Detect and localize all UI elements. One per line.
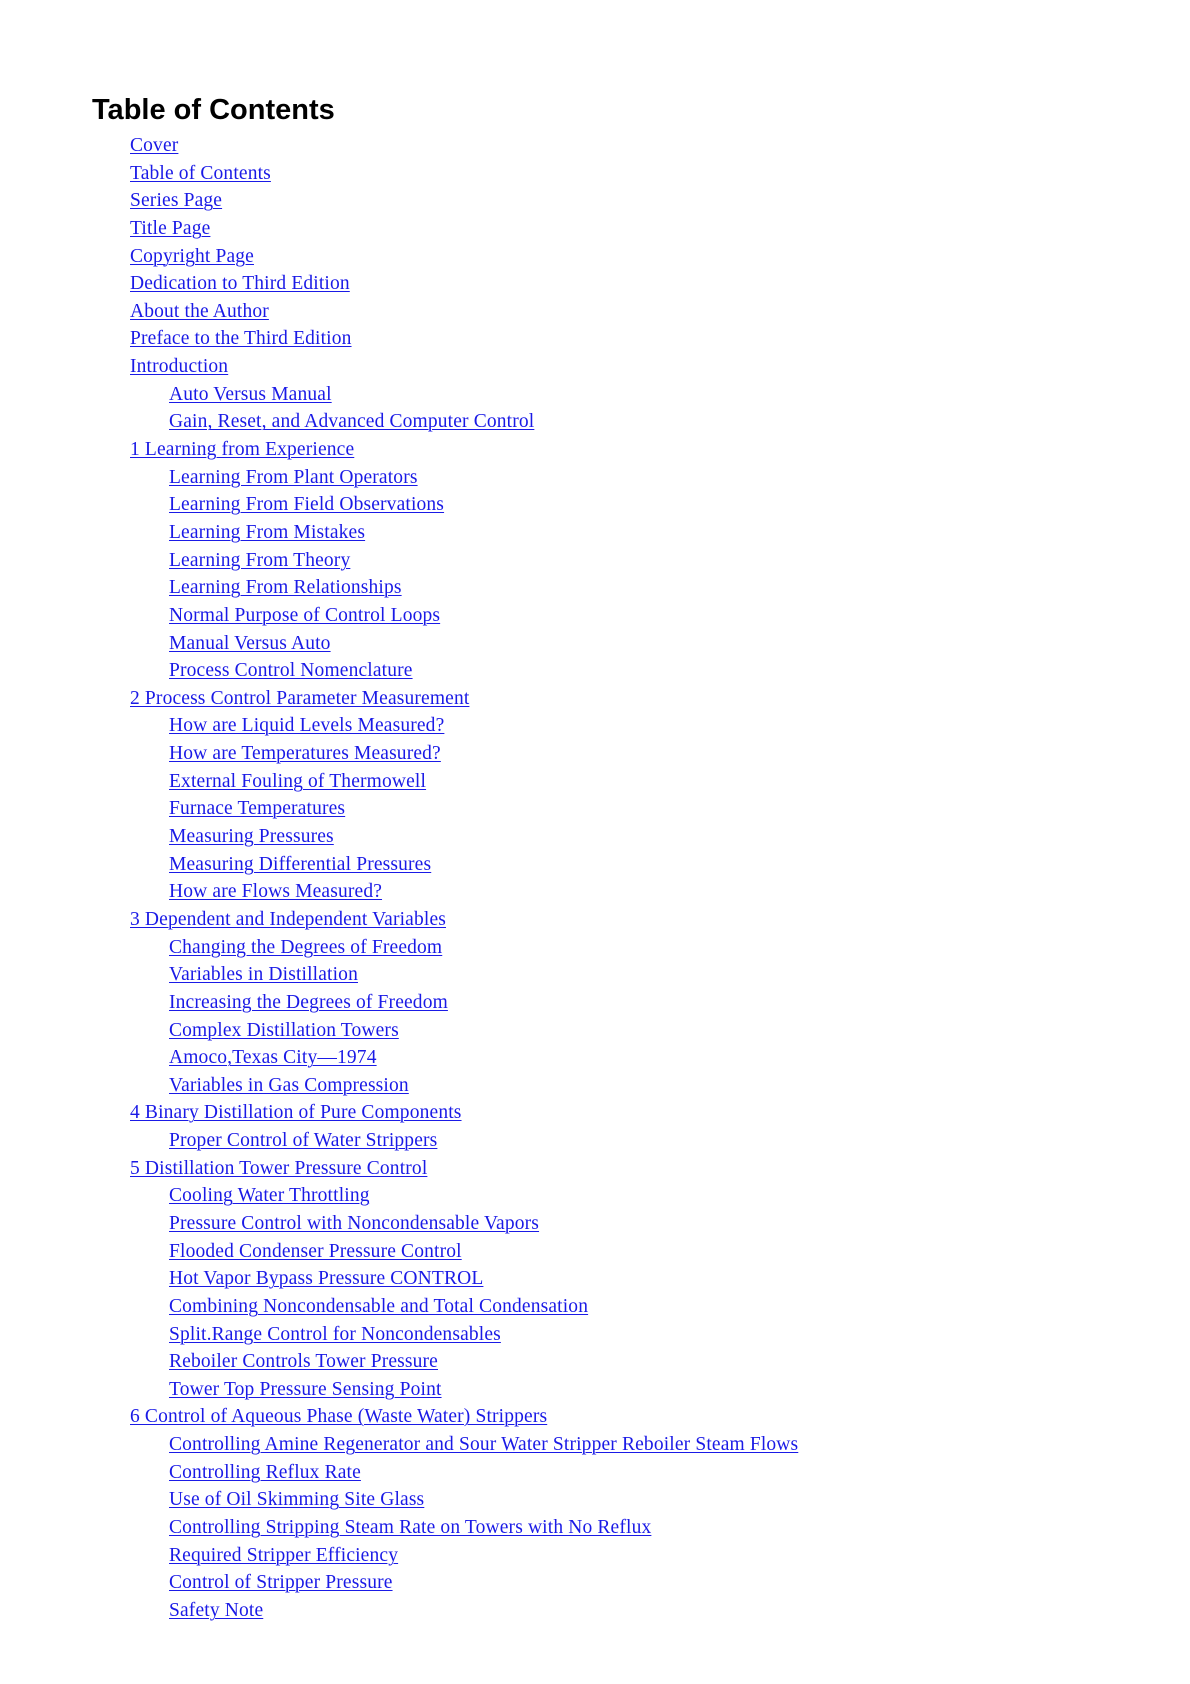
toc-section-item	[0, 1486, 798, 1514]
toc-chapter-item	[0, 436, 798, 464]
toc-section-item	[0, 1127, 798, 1155]
toc-section-link[interactable]: Amoco,Texas City—1974	[169, 1047, 377, 1069]
toc-chapter-link[interactable]: 2 Process Control Parameter Measurement	[130, 687, 470, 709]
toc-section-item	[0, 630, 798, 658]
toc-section-link[interactable]: Process Control Nomenclature	[169, 660, 413, 682]
toc-section-item	[0, 491, 798, 519]
toc-chapter-link[interactable]: Table of Contents	[130, 162, 271, 184]
toc-chapter-item	[0, 1155, 798, 1183]
toc-section-item	[0, 961, 798, 989]
toc-section-item	[0, 464, 798, 492]
toc-section-link[interactable]: Learning From Plant Operators	[169, 466, 418, 488]
toc-section-item	[0, 602, 798, 630]
toc-section-item	[0, 408, 798, 436]
toc-section-item	[0, 989, 798, 1017]
toc-section-item	[0, 934, 798, 962]
toc-chapter-link[interactable]: About the Author	[130, 300, 269, 322]
toc-chapter-item	[0, 685, 798, 713]
toc-section-link[interactable]: Controlling Reflux Rate	[169, 1461, 361, 1483]
toc-section-link[interactable]: Required Stripper Efficiency	[169, 1544, 399, 1566]
toc-chapter-link[interactable]: 1 Learning from Experience	[130, 439, 355, 461]
toc-section-item	[0, 381, 798, 409]
toc-chapter-item	[0, 160, 798, 188]
toc-section-item	[0, 1182, 798, 1210]
toc-chapter-item	[0, 298, 798, 326]
page-title: Table of Contents	[92, 94, 335, 126]
toc-section-item	[0, 851, 798, 879]
toc-section-link[interactable]: How are Liquid Levels Measured?	[169, 715, 445, 737]
toc-section-item	[0, 712, 798, 740]
toc-section-item	[0, 1569, 798, 1597]
toc-chapter-link[interactable]: 6 Control of Aqueous Phase (Waste Water) Strippers	[130, 1406, 548, 1428]
toc-section-link[interactable]: Safety Note	[169, 1599, 264, 1621]
toc-section-item	[0, 740, 798, 768]
toc-section-link[interactable]: Changing the Degrees of Freedom	[169, 936, 443, 958]
toc-section-link[interactable]: Increasing the Degrees of Freedom	[169, 991, 448, 1013]
toc-chapter-link[interactable]: Introduction	[130, 356, 229, 378]
toc-chapter-item	[0, 215, 798, 243]
toc-section-link[interactable]: Controlling Stripping Steam Rate on Towers with No Reflux	[169, 1517, 652, 1539]
toc-section-link[interactable]: Pressure Control with Noncondensable Vapors	[169, 1212, 540, 1234]
toc-list	[0, 132, 798, 1625]
toc-chapter-link[interactable]: 5 Distillation Tower Pressure Control	[130, 1157, 428, 1179]
toc-section-link[interactable]: Gain, Reset, and Advanced Computer Control	[169, 411, 535, 433]
toc-chapter-link[interactable]: 4 Binary Distillation of Pure Components	[130, 1102, 462, 1124]
toc-section-link[interactable]: Learning From Theory	[169, 549, 351, 571]
toc-chapter-link[interactable]: Title Page	[130, 217, 211, 239]
toc-section-link[interactable]: Learning From Relationships	[169, 577, 402, 599]
toc-section-link[interactable]: Learning From Field Observations	[169, 494, 445, 516]
toc-section-link[interactable]: External Fouling of Thermowell	[169, 770, 427, 792]
toc-section-link[interactable]: Variables in Gas Compression	[169, 1074, 409, 1096]
toc-section-item	[0, 1431, 798, 1459]
toc-section-item	[0, 878, 798, 906]
toc-section-link[interactable]: Manual Versus Auto	[169, 632, 331, 654]
toc-chapter-link[interactable]: Preface to the Third Edition	[130, 328, 352, 350]
toc-chapter-item	[0, 325, 798, 353]
toc-chapter-item	[0, 270, 798, 298]
toc-section-link[interactable]: Measuring Differential Pressures	[169, 853, 432, 875]
toc-chapter-item	[0, 1403, 798, 1431]
toc-section-item	[0, 574, 798, 602]
toc-section-item	[0, 1597, 798, 1625]
toc-chapter-link[interactable]: Cover	[130, 135, 179, 156]
toc-section-link[interactable]: Combining Noncondensable and Total Condensation	[169, 1295, 589, 1317]
toc-section-link[interactable]: Complex Distillation Towers	[169, 1019, 399, 1041]
toc-section-item	[0, 1348, 798, 1376]
toc-section-link[interactable]: How are Temperatures Measured?	[169, 743, 441, 765]
toc-section-item	[0, 547, 798, 575]
toc-section-link[interactable]: Flooded Condenser Pressure Control	[169, 1240, 462, 1262]
toc-section-item	[0, 1017, 798, 1045]
toc-chapter-link[interactable]: Dedication to Third Edition	[130, 273, 350, 295]
toc-section-link[interactable]: Furnace Temperatures	[169, 798, 346, 820]
toc-section-link[interactable]: Variables in Distillation	[169, 964, 358, 986]
toc-chapter-item	[0, 353, 798, 381]
toc-section-item	[0, 1210, 798, 1238]
toc-chapter-item	[0, 187, 798, 215]
toc-section-item	[0, 1293, 798, 1321]
toc-section-link[interactable]: Cooling Water Throttling	[169, 1185, 370, 1207]
toc-section-link[interactable]: Split.Range Control for Noncondensables	[169, 1323, 501, 1345]
toc-chapter-link[interactable]: Series Page	[130, 190, 223, 212]
toc-section-link[interactable]: Proper Control of Water Strippers	[169, 1130, 438, 1152]
toc-chapter-item	[0, 132, 798, 160]
toc-section-link[interactable]: Normal Purpose of Control Loops	[169, 604, 441, 626]
toc-section-item	[0, 1321, 798, 1349]
toc-section-link[interactable]: Learning From Mistakes	[169, 521, 366, 543]
toc-section-link[interactable]: Auto Versus Manual	[169, 383, 332, 405]
toc-section-link[interactable]: Reboiler Controls Tower Pressure	[169, 1351, 438, 1373]
toc-section-link[interactable]: Control of Stripper Pressure	[169, 1572, 393, 1594]
toc-chapter-item	[0, 1099, 798, 1127]
toc-section-item	[0, 519, 798, 547]
toc-section-link[interactable]: Hot Vapor Bypass Pressure CONTROL	[169, 1268, 484, 1290]
toc-section-item	[0, 823, 798, 851]
toc-chapter-link[interactable]: Copyright Page	[130, 245, 254, 267]
toc-section-item	[0, 795, 798, 823]
toc-chapter-item	[0, 906, 798, 934]
toc-section-link[interactable]: Measuring Pressures	[169, 826, 334, 848]
toc-section-link[interactable]: Tower Top Pressure Sensing Point	[169, 1378, 442, 1400]
toc-section-item	[0, 1459, 798, 1487]
toc-section-link[interactable]: How are Flows Measured?	[169, 881, 383, 903]
toc-section-item	[0, 768, 798, 796]
toc-section-item	[0, 1238, 798, 1266]
toc-section-item	[0, 1072, 798, 1100]
toc-section-item	[0, 1044, 798, 1072]
toc-section-link[interactable]: Controlling Amine Regenerator and Sour Water Stripper Reboiler Steam Flows	[169, 1434, 799, 1456]
toc-section-item	[0, 1542, 798, 1570]
toc-section-link[interactable]: Use of Oil Skimming Site Glass	[169, 1489, 425, 1511]
toc-section-item	[0, 1376, 798, 1404]
toc-section-item	[0, 1265, 798, 1293]
toc-chapter-item	[0, 243, 798, 271]
toc-section-item	[0, 1514, 798, 1542]
toc-chapter-link[interactable]: 3 Dependent and Independent Variables	[130, 908, 446, 930]
toc-section-item	[0, 657, 798, 685]
